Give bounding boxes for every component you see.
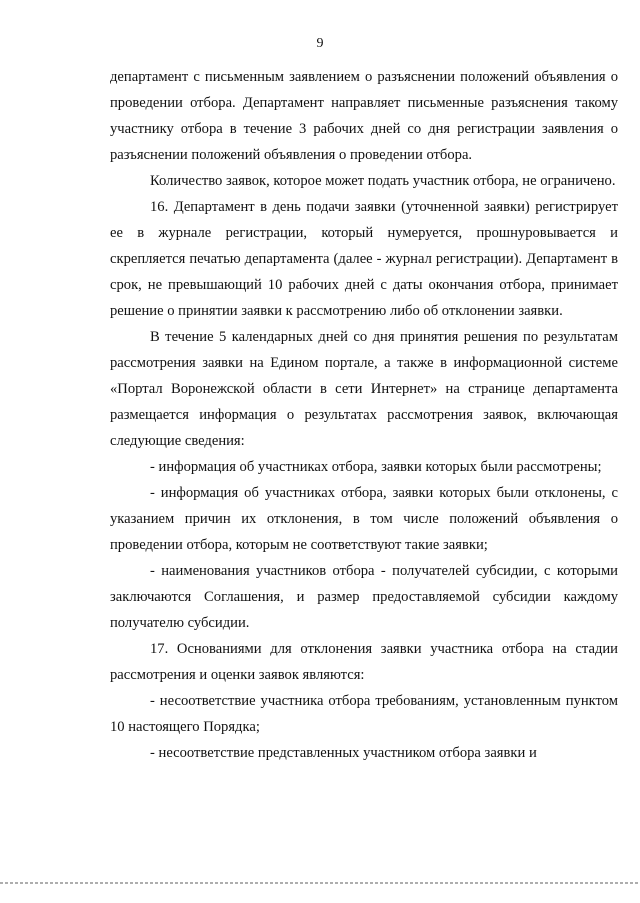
paragraph-7: - наименования участников отбора - получателей субсидии, с которыми заключаются Соглашения, и размер предоставляемой субсидии каждому получателю субсидии. xyxy=(110,563,618,631)
paragraph-6: - информация об участниках отбора, заявки которых были отклонены, с указанием причин их отклонения, в том числе положений объявления о проведении отбора, которым не соответствуют такие заявки; xyxy=(110,485,618,553)
paragraph-9: - несоответствие участника отбора требованиям, установленным пунктом 10 настоящего Порядка; xyxy=(110,693,618,735)
paragraph-8: 17. Основаниями для отклонения заявки участника отбора на стадии рассмотрения и оценки заявок являются: xyxy=(110,641,618,683)
paragraph-4: В течение 5 календарных дней со дня принятия решения по результатам рассмотрения заявки на Едином портале, а также в информационной системе «Портал Воронежской области в сети Интернет» на странице департамента размещается информация о результатах рассмотрения заявок, включающая следующие сведения: xyxy=(110,329,618,449)
paragraph-10: - несоответствие представленных участником отбора заявки и xyxy=(150,745,537,761)
page-number: 9 xyxy=(316,36,324,51)
paragraph-5: - информация об участниках отбора, заявки которых были рассмотрены; xyxy=(150,459,602,475)
document-body xyxy=(110,64,618,766)
paragraph-2: Количество заявок, которое может подать участник отбора, не ограничено. xyxy=(150,173,616,189)
paragraph-1: департамент с письменным заявлением о разъяснении положений объявления о проведении отбора. Департамент направляет письменные разъяснения такому участнику отбора в течение 3 рабочих дней со дня регистрации заявления о разъяснении положений объявления о проведении отбора. xyxy=(110,69,618,163)
paragraph-3: 16. Департамент в день подачи заявки (уточненной заявки) регистрирует ее в журнале регистрации, который нумеруется, прошнуровывается и скрепляется печатью департамента (далее - журнал регистрации). Департамент в срок, не превышающий 10 рабочих дней с даты окончания отбора, принимает решение о принятии заявки к рассмотрению либо об отклонении заявки. xyxy=(110,199,618,319)
bottom-edge-line xyxy=(0,882,640,884)
